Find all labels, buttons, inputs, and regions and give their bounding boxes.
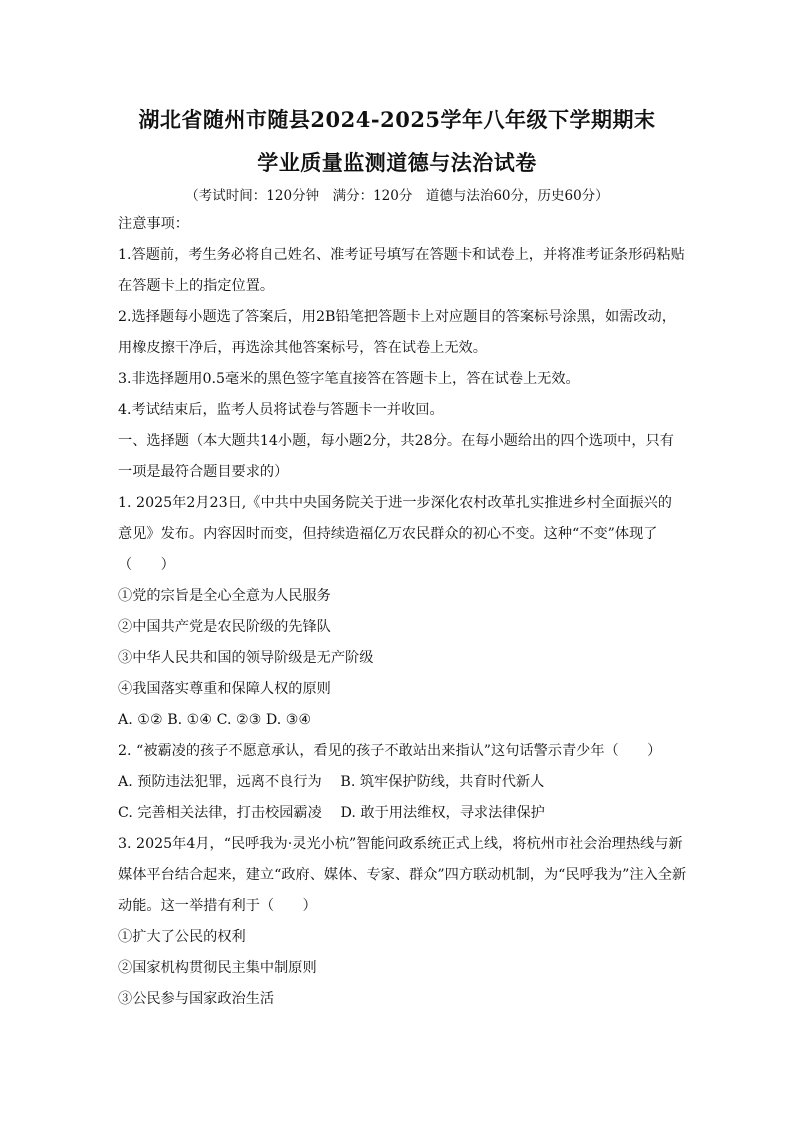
question-3-item: ③公民参与国家政治生活 [118,991,275,1007]
question-1-item: ④我国落实尊重和保障人权的原则 [118,681,331,697]
question-3-stem: 3. 2025年4月，“民呼我为·灵光小杭”智能问政系统正式上线，将杭州市社会治理热线与新 [118,836,683,852]
question-1-item: ②中国共产党是农民阶级的先锋队 [118,619,331,635]
notes-heading: 注意事项： [118,216,189,232]
notes-line: 2.选择题每小题选了答案后，用2B铅笔把答题卡上对应题目的答案标号涂黑，如需改动， [118,309,676,325]
section-heading: 一项是最符合题目要求的） [118,464,289,480]
exam-info: （考试时间：120分钟 满分：120分 道德与法治60分，历史60分） [185,188,609,204]
section-heading: 一、选择题（本大题共14小题，每小题2分，共28分。在每小题给出的四个选项中，只有 [118,433,674,449]
exam-title-line2: 学业质量监测道德与法治试卷 [257,150,537,175]
question-3-item: ①扩大了公民的权利 [118,929,246,945]
question-2-options: A. 预防违法犯罪，远离不良行为 B. 筑牢保护防线，共育时代新人 [118,774,545,790]
exam-title-line1: 湖北省随州市随县2024-2025学年八年级下学期期末 [138,107,656,132]
question-3-item: ②国家机构贯彻民主集中制原则 [118,960,317,976]
notes-line: 用橡皮擦干净后，再选涂其他答案标号，答在试卷上无效。 [118,340,487,356]
question-1-item: ①党的宗旨是全心全意为人民服务 [118,588,331,604]
question-2-stem: 2. “被霸凌的孩子不愿意承认，看见的孩子不敢站出来指认”这句话警示青少年（ ） [118,743,662,759]
notes-line: 4.考试结束后，监考人员将试卷与答题卡一并收回。 [118,402,444,418]
question-1-stem: 1. 2025年2月23日,《中共中央国务院关于进一步深化农村改革扎实推进乡村全面振兴的 [118,495,672,511]
question-1-stem: 意见》发布。内容因时而变，但持续造福亿万农民群众的初心不变。这种“不变”体现了 [118,526,658,542]
question-3-stem: 媒体平台结合起来，建立“政府、媒体、专家、群众”四方联动机制，为“民呼我为”注入全新 [118,867,687,883]
question-1-item: ③中华人民共和国的领导阶级是无产阶级 [118,650,374,666]
notes-line: 3.非选择题用0.5毫米的黑色签字笔直接答在答题卡上，答在试卷上无效。 [118,371,580,387]
question-1-options: A. ①② B. ①④ C. ②③ D. ③④ [118,712,312,728]
notes-line: 在答题卡上的指定位置。 [118,278,275,294]
notes-line: 1.答题前，考生务必将自己姓名、准考证号填写在答题卡和试卷上，并将准考证条形码粘贴 [118,247,685,263]
question-3-stem: 动能。这一举措有利于（ ） [118,898,317,914]
question-1-stem: （ ） [118,557,175,573]
question-2-options: C. 完善相关法律，打击校园霸凌 D. 敢于用法维权，寻求法律保护 [118,805,545,821]
